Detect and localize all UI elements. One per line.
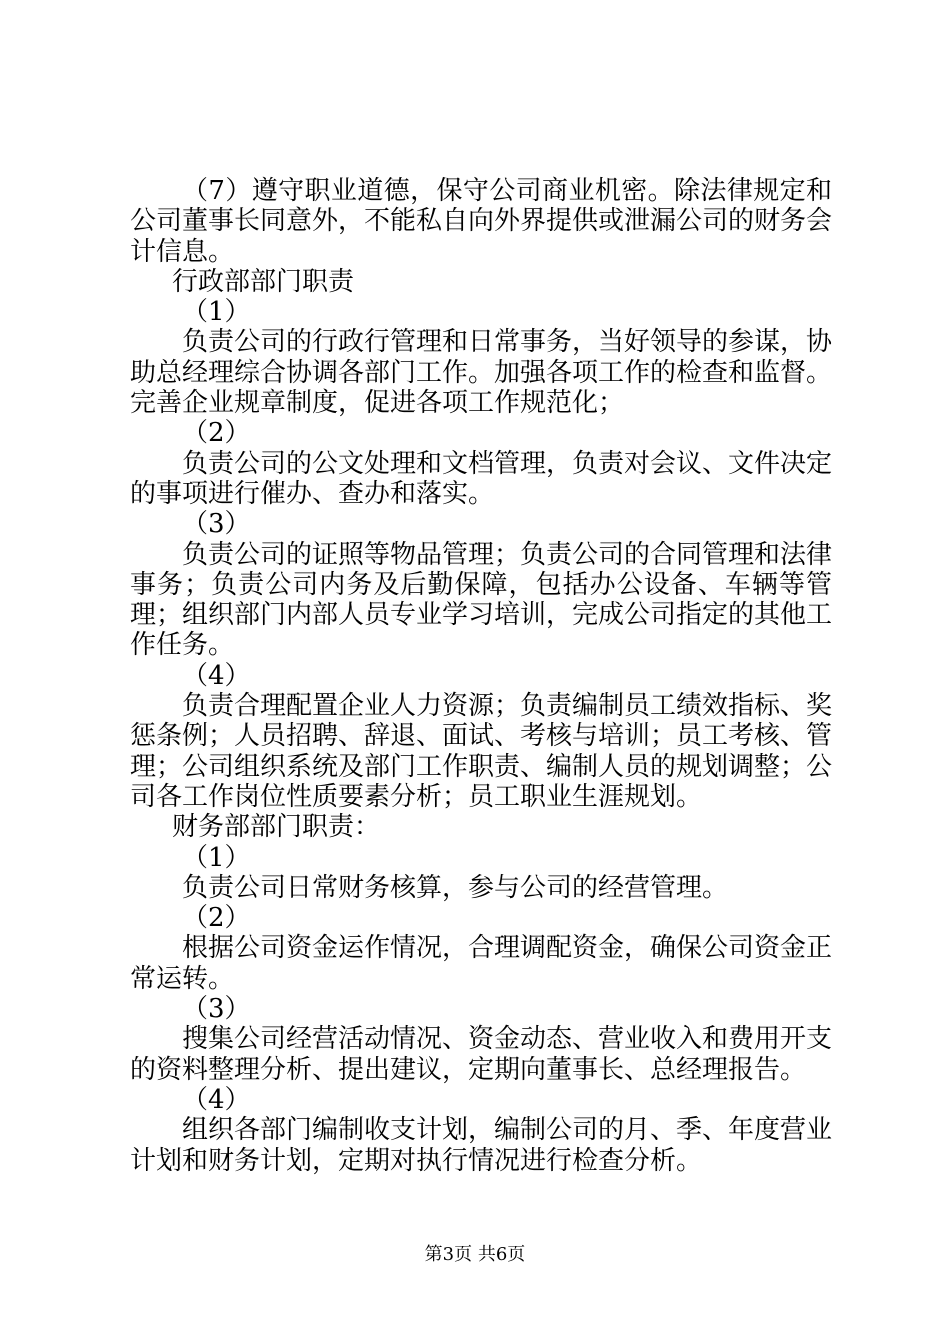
paragraph-admin-4: 负责合理配置企业人力资源；负责编制员工绩效指标、奖惩条例；人员招聘、辞退、面试、考核与培训；员工考核、管理；公司组织系统及部门工作职责、编制人员的规划调整；公司各工作岗位性质要素分析；员工职业生涯规划。 <box>130 691 833 812</box>
item-number: （1） <box>182 842 251 873</box>
item-number: （1） <box>182 297 251 328</box>
page-number-label: 第3页 共6页 <box>424 1244 526 1265</box>
paragraph-finance-3: 搜集公司经营活动情况、资金动态、营业收入和费用开支的资料整理分析、提出建议，定期向董事长、总经理报告。 <box>130 1024 833 1085</box>
document-body <box>130 176 832 1176</box>
item-number: （4） <box>182 660 251 691</box>
paragraph-finance-4: 组织各部门编制收支计划，编制公司的月、季、年度营业计划和财务计划，定期对执行情况进行检查分析。 <box>130 1115 833 1176</box>
paragraph-7-confidentiality: （7）遵守职业道德，保守公司商业机密。除法律规定和公司董事长同意外，不能私自向外界提供或泄漏公司的财务会计信息。 <box>130 176 833 267</box>
section-heading-admin: 行政部部门职责 <box>172 266 355 297</box>
paragraph-finance-2: 根据公司资金运作情况，合理调配资金，确保公司资金正常运转。 <box>130 933 833 994</box>
item-number: （2） <box>182 418 251 449</box>
item-number: （3） <box>182 509 251 540</box>
page-footer <box>0 1244 950 1266</box>
item-number: （2） <box>182 903 251 934</box>
section-heading-finance: 财务部部门职责： <box>172 812 381 843</box>
item-number: （4） <box>182 1084 251 1115</box>
paragraph-finance-1: 负责公司日常财务核算，参与公司的经营管理。 <box>182 872 729 903</box>
paragraph-admin-2: 负责公司的公文处理和文档管理，负责对会议、文件决定的事项进行催办、查办和落实。 <box>130 448 833 509</box>
paragraph-admin-1: 负责公司的行政行管理和日常事务，当好领导的参谋，协助总经理综合协调各部门工作。加强各项工作的检查和监督。完善企业规章制度，促进各项工作规范化； <box>130 327 833 419</box>
item-number: （3） <box>182 994 251 1025</box>
paragraph-admin-3: 负责公司的证照等物品管理；负责公司的合同管理和法律事务；负责公司内务及后勤保障，包括办公设备、车辆等管理；组织部门内部人员专业学习培训，完成公司指定的其他工作任务。 <box>130 539 833 661</box>
